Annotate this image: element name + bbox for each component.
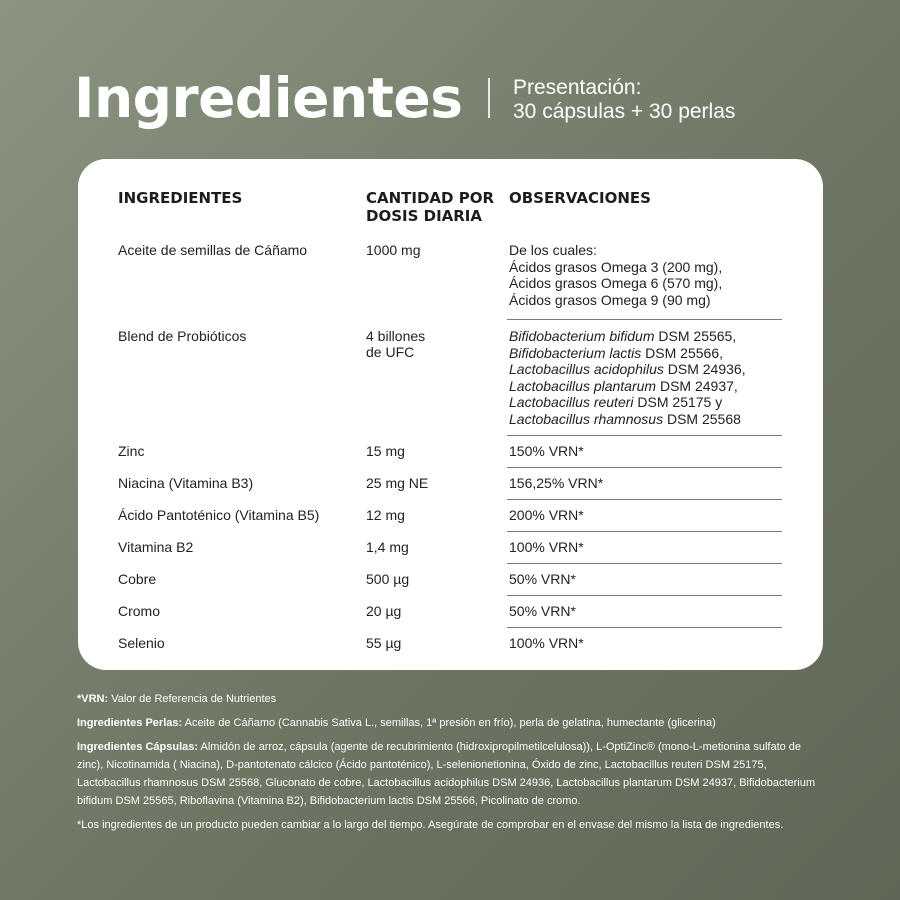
ingredient-observations xyxy=(507,242,782,320)
presentation-label: Presentación: xyxy=(513,76,642,99)
ingredient-observations xyxy=(507,320,782,436)
page-title: Ingredientes xyxy=(74,66,463,130)
column-header-quantity-line2: DOSIS DIARIA xyxy=(366,207,482,225)
table-row xyxy=(116,564,782,596)
column-header-ingredients: INGREDIENTES xyxy=(118,189,243,207)
species-name: Lactobacillus reuteri xyxy=(509,394,634,410)
obs-line: De los cuales: xyxy=(509,242,597,258)
obs-line: Ácidos grasos Omega 3 (200 mg), xyxy=(509,258,723,275)
table-row xyxy=(116,320,782,436)
species-name: Bifidobacterium lactis xyxy=(509,344,642,361)
ingredient-name: Blend de Probióticos xyxy=(118,327,247,344)
vrn-label: *VRN: xyxy=(77,693,109,705)
ingredients-card xyxy=(78,159,823,670)
ingredient-name: Zinc xyxy=(118,442,145,459)
vrn-text: Valor de Referencia de Nutrientes xyxy=(108,693,277,705)
ingredient-quantity: 12 mg xyxy=(366,506,405,523)
ingredient-observations: 100% VRN* xyxy=(509,635,584,651)
strain-code: DSM 25565, xyxy=(654,328,737,344)
ingredient-observations: 50% VRN* xyxy=(507,596,782,628)
obs-line xyxy=(509,328,782,345)
table-header-row xyxy=(116,189,782,242)
ingredient-quantity: 20 µg xyxy=(366,602,402,619)
ingredient-quantity: 15 mg xyxy=(366,442,405,459)
perlas-text: Aceite de Cáñamo (Cannabis Sativa L., semillas, 1ª presión en frío), perla de gelatina, humectante (glicerina) xyxy=(182,717,716,729)
vrn-note xyxy=(77,690,817,708)
table-row xyxy=(116,242,782,320)
table-row xyxy=(116,436,782,468)
table-row xyxy=(116,596,782,628)
ingredient-name: Niacina (Vitamina B3) xyxy=(118,474,254,491)
ingredient-name: Vitamina B2 xyxy=(118,538,194,555)
obs-line xyxy=(509,394,782,411)
capsulas-note xyxy=(77,738,817,810)
presentation-value: 30 cápsulas + 30 perlas xyxy=(513,100,736,123)
species-name: Bifidobacterium bifidum xyxy=(509,328,655,344)
table-row xyxy=(116,500,782,532)
ingredient-name: Cobre xyxy=(118,570,157,587)
ingredient-name: Cromo xyxy=(118,602,161,619)
ingredient-observations: 150% VRN* xyxy=(507,436,782,468)
strain-code: DSM 25566, xyxy=(641,344,723,361)
footnotes xyxy=(77,690,817,840)
strain-code: DSM 25568 xyxy=(663,410,741,427)
perlas-label: Ingredientes Perlas: xyxy=(77,717,183,729)
ingredient-name: Selenio xyxy=(118,634,165,651)
disclaimer-note: *Los ingredientes de un producto pueden cambiar a lo largo del tiempo. Asegúrate de comprobar en el envase del mismo la lista de ingredientes. xyxy=(77,819,784,831)
ingredient-quantity xyxy=(364,320,507,436)
species-name: Lactobacillus acidophilus xyxy=(509,361,664,377)
strain-code: DSM 24937, xyxy=(656,377,738,394)
ingredient-name: Ácido Pantoténico (Vitamina B5) xyxy=(118,506,320,523)
quantity-line: de UFC xyxy=(366,344,415,360)
presentation-info xyxy=(513,76,735,124)
species-name: Lactobacillus rhamnosus xyxy=(509,410,664,427)
table-row xyxy=(116,628,782,660)
ingredients-table xyxy=(116,189,782,659)
ingredient-quantity: 1,4 mg xyxy=(366,538,409,555)
ingredient-quantity: 500 µg xyxy=(366,570,410,587)
ingredient-observations: 156,25% VRN* xyxy=(507,468,782,500)
header-divider xyxy=(488,78,490,118)
ingredient-quantity: 55 µg xyxy=(366,634,402,651)
perlas-note xyxy=(77,714,817,732)
column-header-quantity xyxy=(364,189,507,242)
ingredient-observations: 100% VRN* xyxy=(507,532,782,564)
ingredient-quantity: 25 mg NE xyxy=(366,474,429,491)
column-header-quantity-line1: CANTIDAD POR xyxy=(366,189,495,207)
obs-line xyxy=(509,411,782,428)
table-row xyxy=(116,468,782,500)
capsulas-text: Almidón de arroz, cápsula (agente de recubrimiento (hidroxipropilmetilcelulosa)), L-OptiZinc® (mono-L-metionina sulfato de zinc), Nicotinamida ( Niacina), D-pantotenato cálcico (Ácido pantoténico), L-selenionetionina, Óxido de zinc, Lactobacillus reuteri DSM 25175, Lactobacillus rhamnosus DSM 25568, Gluconato de cobre, Lactobacillus acidophilus DSM 24936, Lactobacillus plantarum DSM 24937, Bifidobacterium bifidum DSM 25565, Riboflavina (Vitamina B2), Bifidobacterium lactis DSM 25566, Picolinato de cromo. xyxy=(77,741,816,807)
ingredient-observations: 50% VRN* xyxy=(507,564,782,596)
page-header xyxy=(74,58,834,138)
capsulas-label: Ingredientes Cápsulas: xyxy=(77,741,199,753)
obs-line xyxy=(509,378,782,395)
obs-line: Ácidos grasos Omega 6 (570 mg), xyxy=(509,275,723,291)
strain-code: DSM 24936, xyxy=(663,361,746,377)
ingredient-observations: 200% VRN* xyxy=(507,500,782,532)
ingredient-name: Aceite de semillas de Cáñamo xyxy=(118,242,308,258)
ingredient-quantity: 1000 mg xyxy=(366,242,421,258)
strain-code: DSM 25175 y xyxy=(633,394,723,410)
obs-line xyxy=(509,361,782,378)
obs-line: Ácidos grasos Omega 9 (90 mg) xyxy=(509,291,711,308)
column-header-observations: OBSERVACIONES xyxy=(509,189,651,207)
obs-line xyxy=(509,345,782,362)
table-row xyxy=(116,532,782,564)
quantity-line: 4 billones xyxy=(366,327,426,344)
species-name: Lactobacillus plantarum xyxy=(509,377,657,394)
